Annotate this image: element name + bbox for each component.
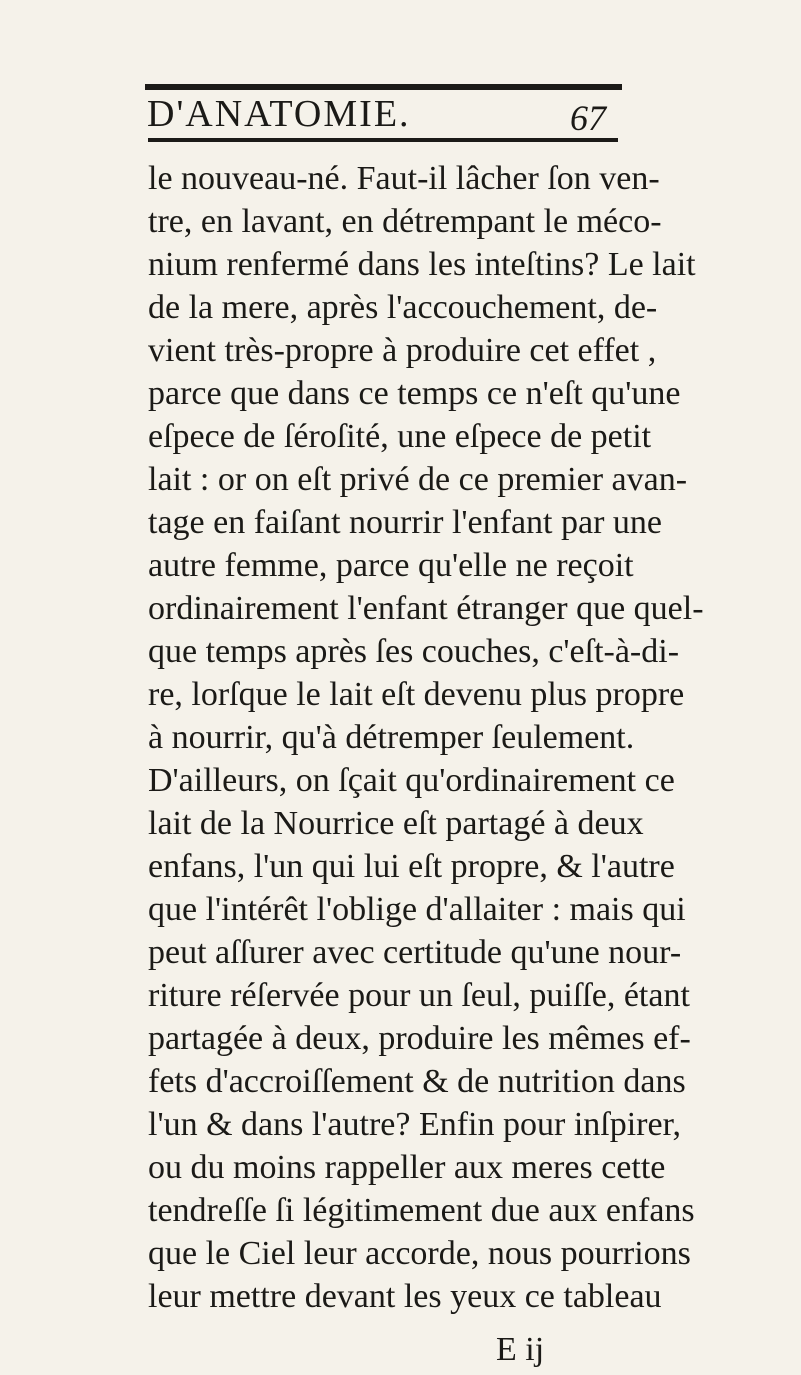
text-line: lait : or on eſt privé de ce premier avan- bbox=[148, 461, 688, 498]
text-line: vient très-propre à produire cet effet , bbox=[148, 332, 657, 369]
text-line: lait de la Nourrice eſt partagé à deux bbox=[148, 805, 644, 842]
text-line: tage en faiſant nourrir l'enfant par une bbox=[148, 504, 663, 541]
text-line: que l'intérêt l'oblige d'allaiter : mais qui bbox=[148, 891, 686, 928]
text-line: le nouveau-né. Faut-il lâcher ſon ven- bbox=[148, 160, 660, 197]
text-line: peut aſſurer avec certitude qu'une nour- bbox=[148, 934, 682, 971]
text-line: leur mettre devant les yeux ce tableau bbox=[148, 1278, 662, 1315]
text-line: ordinairement l'enfant étranger que quel- bbox=[148, 590, 704, 627]
text-line: D'ailleurs, on ſçait qu'ordinairement ce bbox=[148, 762, 675, 799]
text-line: partagée à deux, produire les mêmes ef- bbox=[148, 1020, 691, 1057]
text-line: l'un & dans l'autre? Enfin pour inſpirer, bbox=[148, 1106, 682, 1143]
text-line: que temps après ſes couches, c'eſt-à-di- bbox=[148, 633, 680, 670]
text-line: nium renfermé dans les inteſtins? Le lait bbox=[148, 246, 696, 283]
text-line: re, lorſque le lait eſt devenu plus propre bbox=[148, 676, 685, 713]
page-number: 67 bbox=[570, 98, 606, 138]
text-line: de la mere, après l'accouchement, de- bbox=[148, 289, 658, 326]
text-line: eſpece de ſéroſité, une eſpece de petit bbox=[148, 418, 652, 455]
running-header: D'ANATOMIE. bbox=[147, 93, 411, 135]
text-line: tre, en lavant, en détrempant le méco- bbox=[148, 203, 662, 240]
text-line: tendreſſe ſi légitimement due aux enfans bbox=[148, 1192, 695, 1229]
header-bottom-rule bbox=[148, 138, 618, 142]
text-line: enfans, l'un qui lui eſt propre, & l'autre bbox=[148, 848, 675, 885]
text-line: à nourrir, qu'à détremper ſeulement. bbox=[148, 719, 635, 756]
text-line: autre femme, parce qu'elle ne reçoit bbox=[148, 547, 634, 584]
signature-mark: E ij bbox=[496, 1331, 545, 1368]
text-line: fets d'accroiſſement & de nutrition dans bbox=[148, 1063, 686, 1100]
text-line: ou du moins rappeller aux meres cette bbox=[148, 1149, 666, 1186]
text-line: riture réſervée pour un ſeul, puiſſe, étant bbox=[148, 977, 690, 1014]
text-line: parce que dans ce temps ce n'eſt qu'une bbox=[148, 375, 681, 412]
text-line: que le Ciel leur accorde, nous pourrions bbox=[148, 1235, 691, 1272]
